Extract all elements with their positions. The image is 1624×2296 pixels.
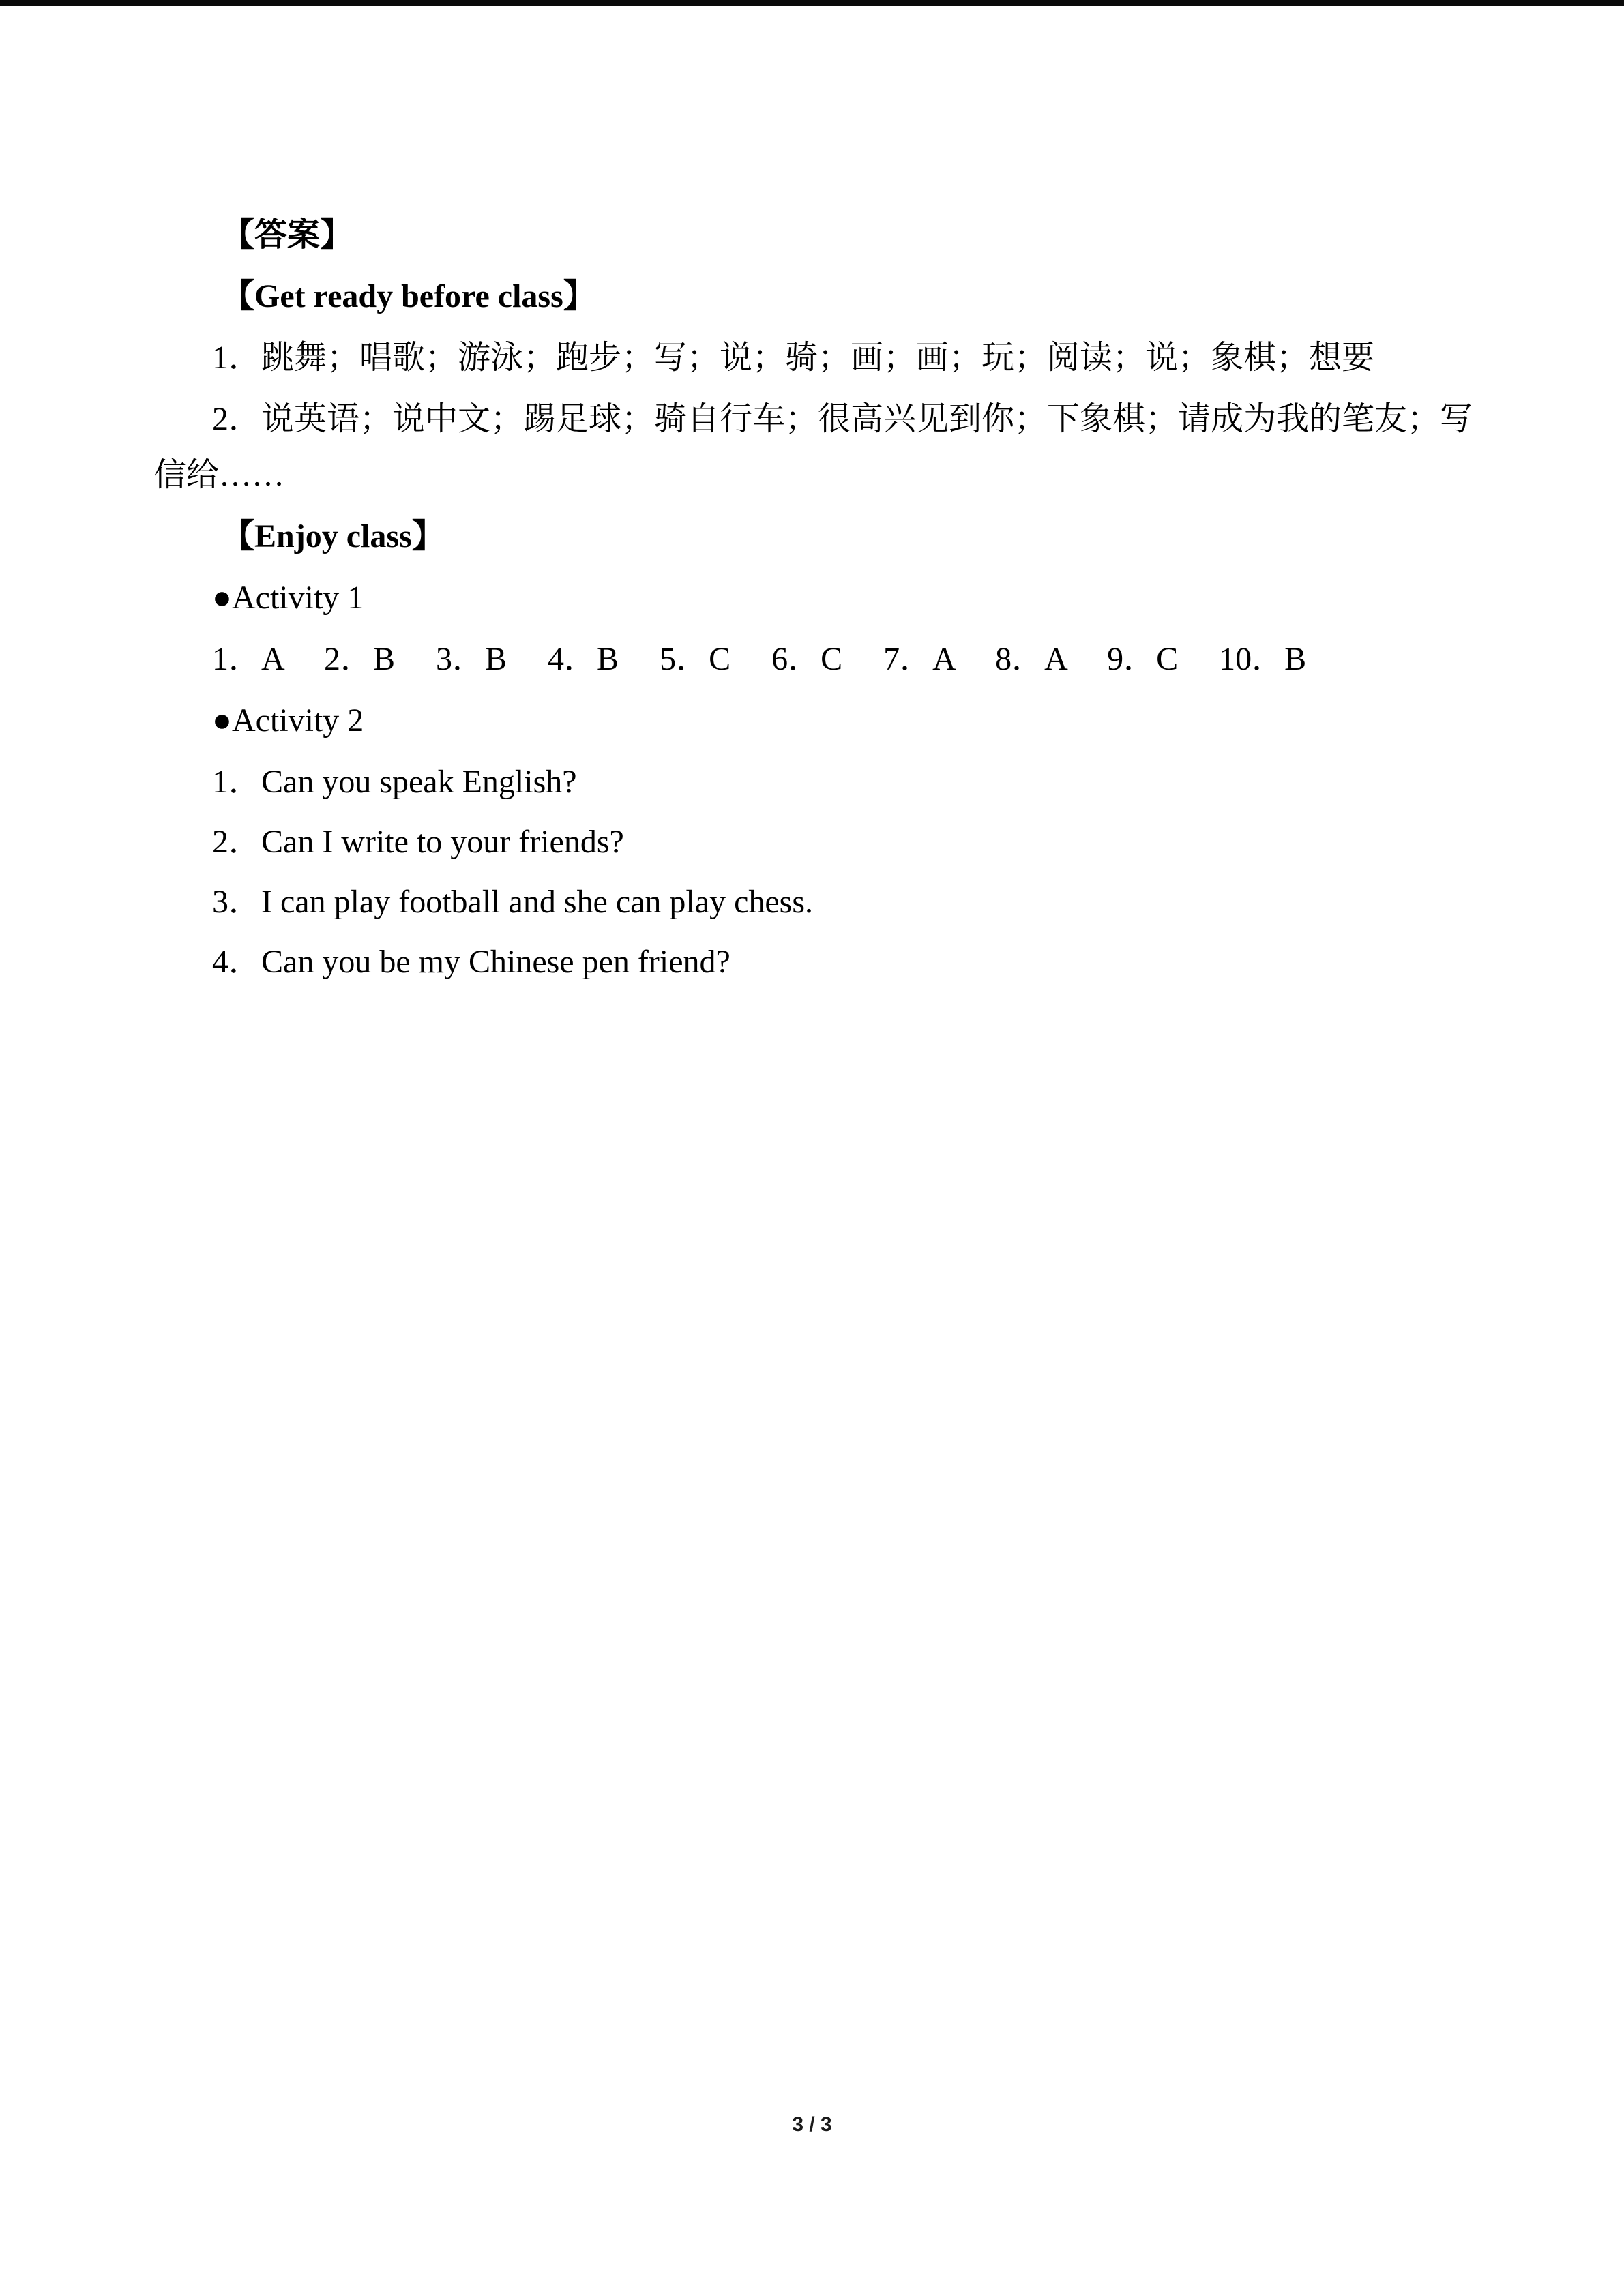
activity-2-sentence-3: 3．I can play football and she can play chess. bbox=[212, 884, 814, 920]
get-ready-item-2-line-2: 信给…… bbox=[153, 457, 285, 493]
activity-2-sentence-2: 2．Can I write to your friends? bbox=[212, 824, 624, 860]
get-ready-heading: 【Get ready before class】 bbox=[222, 278, 596, 314]
enjoy-class-heading: 【Enjoy class】 bbox=[222, 518, 445, 554]
page-number: 3 / 3 bbox=[792, 2113, 832, 2136]
page-top-border bbox=[0, 0, 1624, 6]
activity-2-label: ●Activity 2 bbox=[212, 702, 364, 739]
answers-heading: 【答案】 bbox=[222, 217, 353, 253]
activity-2-sentence-1: 1．Can you speak English? bbox=[212, 764, 577, 800]
activity-1-answers: 1．A 2．B 3．B 4．B 5．C 6．C 7．A 8．A 9．C 10．B bbox=[212, 641, 1307, 677]
activity-2-sentence-4: 4．Can you be my Chinese pen friend? bbox=[212, 944, 730, 980]
get-ready-item-2-line-1: 2．说英语；说中文；踢足球；骑自行车；很高兴见到你；下象棋；请成为我的笔友；写 bbox=[212, 401, 1473, 437]
activity-1-label: ●Activity 1 bbox=[212, 580, 364, 616]
get-ready-item-1: 1．跳舞；唱歌；游泳；跑步；写；说；骑；画；画；玩；阅读；说；象棋；想要 bbox=[212, 340, 1375, 376]
